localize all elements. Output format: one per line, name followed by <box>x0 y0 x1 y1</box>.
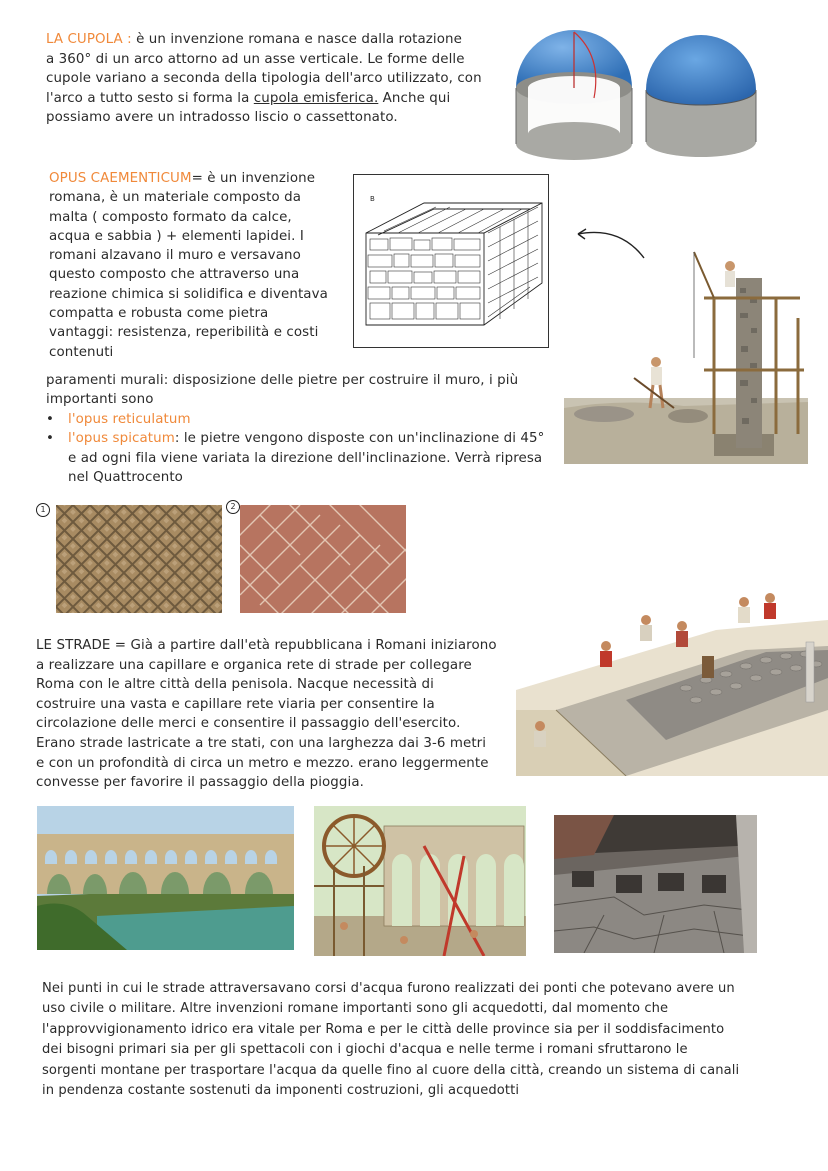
cupola-term: LA CUPOLA <box>46 32 123 47</box>
strade-paragraph <box>36 636 512 793</box>
paramenti-line-2: importanti sono <box>46 392 154 408</box>
strade-line: LE STRADE = Già a partire dall'età repubblicana i Romani iniziarono <box>36 638 497 653</box>
cupola-line-4 <box>46 89 506 109</box>
opus-spicatum-photo <box>240 505 406 613</box>
ponti-line: uso civile o militare. Altre invenzioni romane importanti sono gli acquedotti, dal momento che <box>42 1001 669 1017</box>
ponti-line: dei bisogni primari sia per gli spettacoli con i giochi d'acqua e nelle terme i romani sfruttarono le <box>42 1042 688 1058</box>
strade-line: convesse per favorire il passaggio della pioggia. <box>36 775 364 791</box>
texture-number-1: 1 <box>36 503 50 517</box>
cupola-emisferica-term: cupola emisferica. <box>253 90 379 106</box>
opus-line: romani alzavano il muro e versavano <box>49 248 301 264</box>
spicatum-line-3: nel Quattrocento <box>68 470 183 486</box>
ponti-acquedotti-paragraph <box>42 979 802 1101</box>
opus-line: questo composto che attraverso una <box>49 267 300 283</box>
ponti-line: in pendenza costante sostenuti da imponenti costruzioni, gli acquedotti <box>42 1083 520 1099</box>
cupola-line-2: a 360° di un arco attorno ad un asse verticale. Le forme delle <box>46 51 465 67</box>
opus-line: contenuti <box>49 344 114 360</box>
dome-cutaway-figure <box>510 26 638 164</box>
list-item-spicatum <box>46 429 566 448</box>
opus-line: vantaggi: resistenza, reperibilità e costi <box>49 325 319 341</box>
strade-line: Erano strade lastricate a tre stati, con una larghezza dai 3-6 metri <box>36 735 487 751</box>
reticulatum-term: l'opus reticulatum <box>68 411 191 427</box>
opus-paragraph <box>49 169 349 362</box>
ponti-line: sorgenti montane per trasportare l'acqua da quelle fino al cuore della città, creando un sistema di canali <box>42 1062 740 1078</box>
dome-closed-figure <box>642 30 760 160</box>
bullet: • <box>46 411 54 427</box>
cupola-line4-post: Anche qui <box>378 90 451 106</box>
aqueduct-construction-illustration <box>314 806 526 956</box>
opus-line: malta ( composto formato da calce, <box>49 209 292 225</box>
paramenti-line-1: paramenti murali: disposizione delle pietre per costruire il muro, i più <box>46 373 519 388</box>
cupola-line4-pre: l'arco a tutto sesto si forma la <box>46 90 254 106</box>
ponti-line: l'approvvigionamento idrico era vitale per Roma e per le città delle province sia per il soddisfacimento <box>42 1021 725 1037</box>
cupola-line-3: cupole variano a seconda della tipologia dell'arco utilizzato, con <box>46 71 482 87</box>
opus-term: OPUS CAEMENTICUM <box>49 171 192 186</box>
paramenti-paragraph <box>46 371 566 487</box>
cupola-sep: : <box>122 32 137 47</box>
texture-number-2: 2 <box>226 500 240 514</box>
opus-line: reazione chimica si solidifica e diventava <box>49 286 328 302</box>
strade-line: costruire una vasta e capillare rete viaria per consentire la <box>36 696 435 712</box>
opus-line-1 <box>49 169 349 188</box>
cupola-line1-rest: è un invenzione romana e nasce dalla rotazione <box>136 32 462 47</box>
opus-line: romana, è un materiale composto da <box>49 190 302 206</box>
figure-label-b: B <box>370 195 375 203</box>
strade-line: e con un profondità di circa un metro e mezzo. erano leggermente <box>36 755 489 771</box>
cupola-line-5: possiamo avere un intradosso liscio o cassettonato. <box>46 110 398 126</box>
spicatum-desc: : le pietre vengono disposte con un'inclinazione di 45° <box>174 431 545 447</box>
opus-line1-rest: = è un invenzione <box>191 171 316 186</box>
cupola-paragraph <box>46 30 506 128</box>
ponti-line: Nei punti in cui le strade attraversavano corsi d'acqua furono realizzati dei ponti che potevano avere un <box>42 981 735 996</box>
strade-line: circolazione delle merci e consentire il passaggio dell'esercito. <box>36 716 461 732</box>
spicatum-line-2: e ad ogni fila viene variata la direzione dell'inclinazione. Verrà ripresa <box>68 450 543 466</box>
cupola-line-1 <box>46 30 506 50</box>
roman-wall-construction-illustration <box>564 238 808 464</box>
pont-du-gard-aqueduct-photo <box>37 806 294 950</box>
opus-reticulatum-photo <box>56 505 222 613</box>
strade-line: a realizzare una capillare e organica rete di strade per collegare <box>36 657 472 673</box>
opus-wall-drawing <box>353 174 549 348</box>
roman-road-pavement-photo <box>554 815 757 953</box>
opus-line: acqua e sabbia ) + elementi lapidei. I <box>49 228 304 244</box>
list-item-reticulatum <box>46 410 566 429</box>
opus-line: compatta e robusta come pietra <box>49 306 269 322</box>
bullet: • <box>46 431 54 447</box>
roman-road-construction-illustration <box>516 590 828 776</box>
strade-line: Roma con le altre città della penisola. Nacque necessità di <box>36 677 434 693</box>
spicatum-term: l'opus spicatum <box>68 431 175 447</box>
